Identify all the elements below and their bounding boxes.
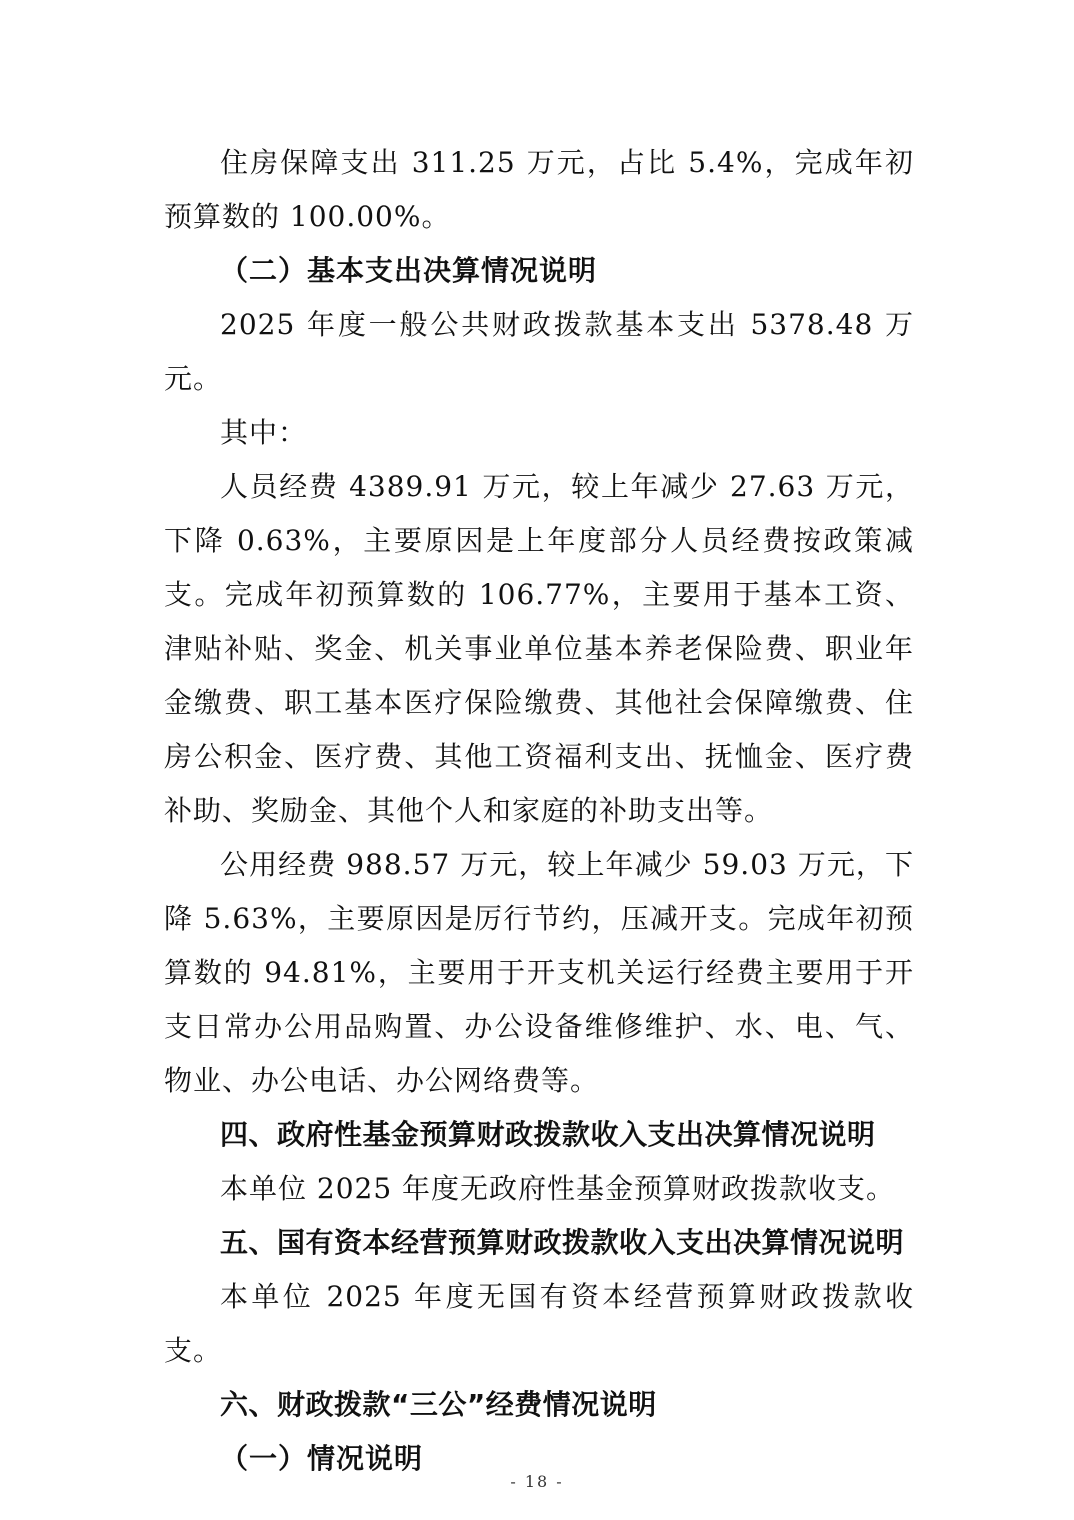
document-body bbox=[164, 136, 914, 1486]
state-capital-paragraph: 本单位 2025 年度无国有资本经营预算财政拨款收支。 bbox=[164, 1280, 914, 1367]
basic-expenditure-heading: （二）基本支出决算情况说明 bbox=[220, 254, 598, 287]
section-six-heading: 六、财政拨款“三公”经费情况说明 bbox=[220, 1388, 657, 1421]
public-expense-paragraph: 公用经费 988.57 万元，较上年减少 59.03 万元，下降 5.63%，主要原因是厉行节约，压减开支。完成年初预算数的 94.81%，主要用于开支机关运行经费主要用于开支日常办公用品购置、办公设备维修维护、水、电、气、物业、办公电话、办公网络费等。 bbox=[164, 848, 914, 1097]
situation-description-heading: （一）情况说明 bbox=[220, 1442, 424, 1475]
page-number: - 18 - bbox=[510, 1472, 564, 1491]
section-four-heading: 四、政府性基金预算财政拨款收入支出决算情况说明 bbox=[220, 1118, 876, 1151]
basic-expenditure-total-paragraph: 2025 年度一般公共财政拨款基本支出 5378.48 万元。 bbox=[164, 308, 914, 395]
among-which-paragraph: 其中： bbox=[220, 416, 308, 449]
government-fund-paragraph: 本单位 2025 年度无政府性基金预算财政拨款收支。 bbox=[220, 1172, 896, 1205]
personnel-expense-paragraph: 人员经费 4389.91 万元，较上年减少 27.63 万元，下降 0.63%，主要原因是上年度部分人员经费按政策减支。完成年初预算数的 106.77%，主要用于基本工资、津贴补贴、奖金、机关事业单位基本养老保险费、职业年金缴费、职工基本医疗保险缴费、其他社会保障缴费、住房公积金、医疗费、其他工资福利支出、抚恤金、医疗费补助、奖励金、其他个人和家庭的补助支出等。 bbox=[164, 470, 914, 827]
housing-expenditure-paragraph: 住房保障支出 311.25 万元，占比 5.4%，完成年初预算数的 100.00%。 bbox=[164, 146, 914, 233]
section-five-heading: 五、国有资本经营预算财政拨款收入支出决算情况说明 bbox=[220, 1226, 905, 1259]
